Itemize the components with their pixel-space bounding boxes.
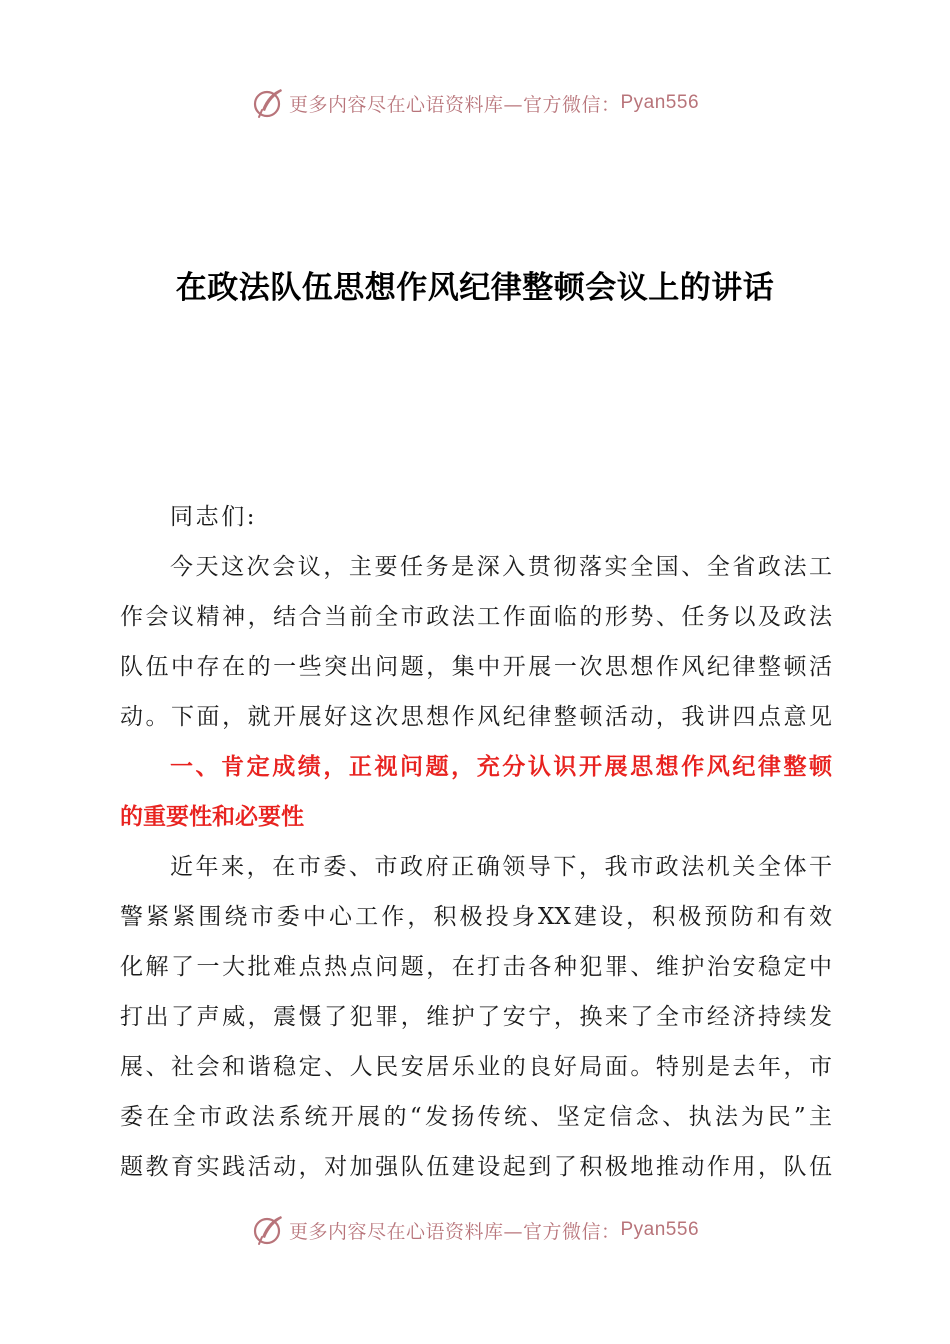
- watermark-text: 更多内容尽在心语资料库—官方微信：: [288, 93, 621, 116]
- paragraph-line: 作会议精神，结合当前全市政法工作面临的形势、任务以及政法: [120, 604, 832, 630]
- paragraph-line: 打出了声威，震慑了犯罪，维护了安宁，换来了全市经济持续发: [120, 1004, 832, 1030]
- watermark-text: 更多内容尽在心语资料库—官方微信：: [288, 1220, 621, 1243]
- paragraph-line: 委在全市政法系统开展的“发扬传统、坚定信念、执法为民”主: [120, 1104, 832, 1130]
- header-watermark: [0, 86, 950, 120]
- paragraph-line: 化解了一大批难点热点问题，在打击各种犯罪、维护治安稳定中: [120, 954, 832, 980]
- paragraph-line: 展、社会和谐稳定、人民安居乐业的良好局面。特别是去年，市: [120, 1054, 832, 1080]
- document-body: [120, 492, 832, 1192]
- document-title: 在政法队伍思想作风纪律整顿会议上的讲话: [175, 270, 775, 306]
- section-heading: 的重要性和必要性: [120, 804, 304, 830]
- paragraph-line: 今天这次会议，主要任务是深入贯彻落实全国、全省政法工: [170, 554, 832, 580]
- footer-watermark: [0, 1213, 950, 1247]
- greeting: 同志们:: [170, 504, 258, 530]
- watermark-wechat-id: Pyan556: [620, 1219, 700, 1240]
- section-heading: 一、肯定成绩，正视问题，充分认识开展思想作风纪律整顿: [170, 754, 832, 780]
- paragraph-line: 题教育实践活动，对加强队伍建设起到了积极地推动作用，队伍: [120, 1154, 832, 1180]
- paragraph-line: 近年来，在市委、市政府正确领导下，我市政法机关全体干: [170, 854, 832, 880]
- paragraph-line: 警紧紧围绕市委中心工作，积极投身XX建设，积极预防和有效: [120, 904, 832, 930]
- paragraph-line: 队伍中存在的一些突出问题，集中开展一次思想作风纪律整顿活: [120, 654, 832, 680]
- watermark-wechat-id: Pyan556: [620, 92, 700, 113]
- paragraph-line: 动。下面，就开展好这次思想作风纪律整顿活动，我讲四点意见: [120, 704, 832, 730]
- quill-logo-icon: [251, 86, 285, 120]
- quill-logo-icon: [251, 1213, 285, 1247]
